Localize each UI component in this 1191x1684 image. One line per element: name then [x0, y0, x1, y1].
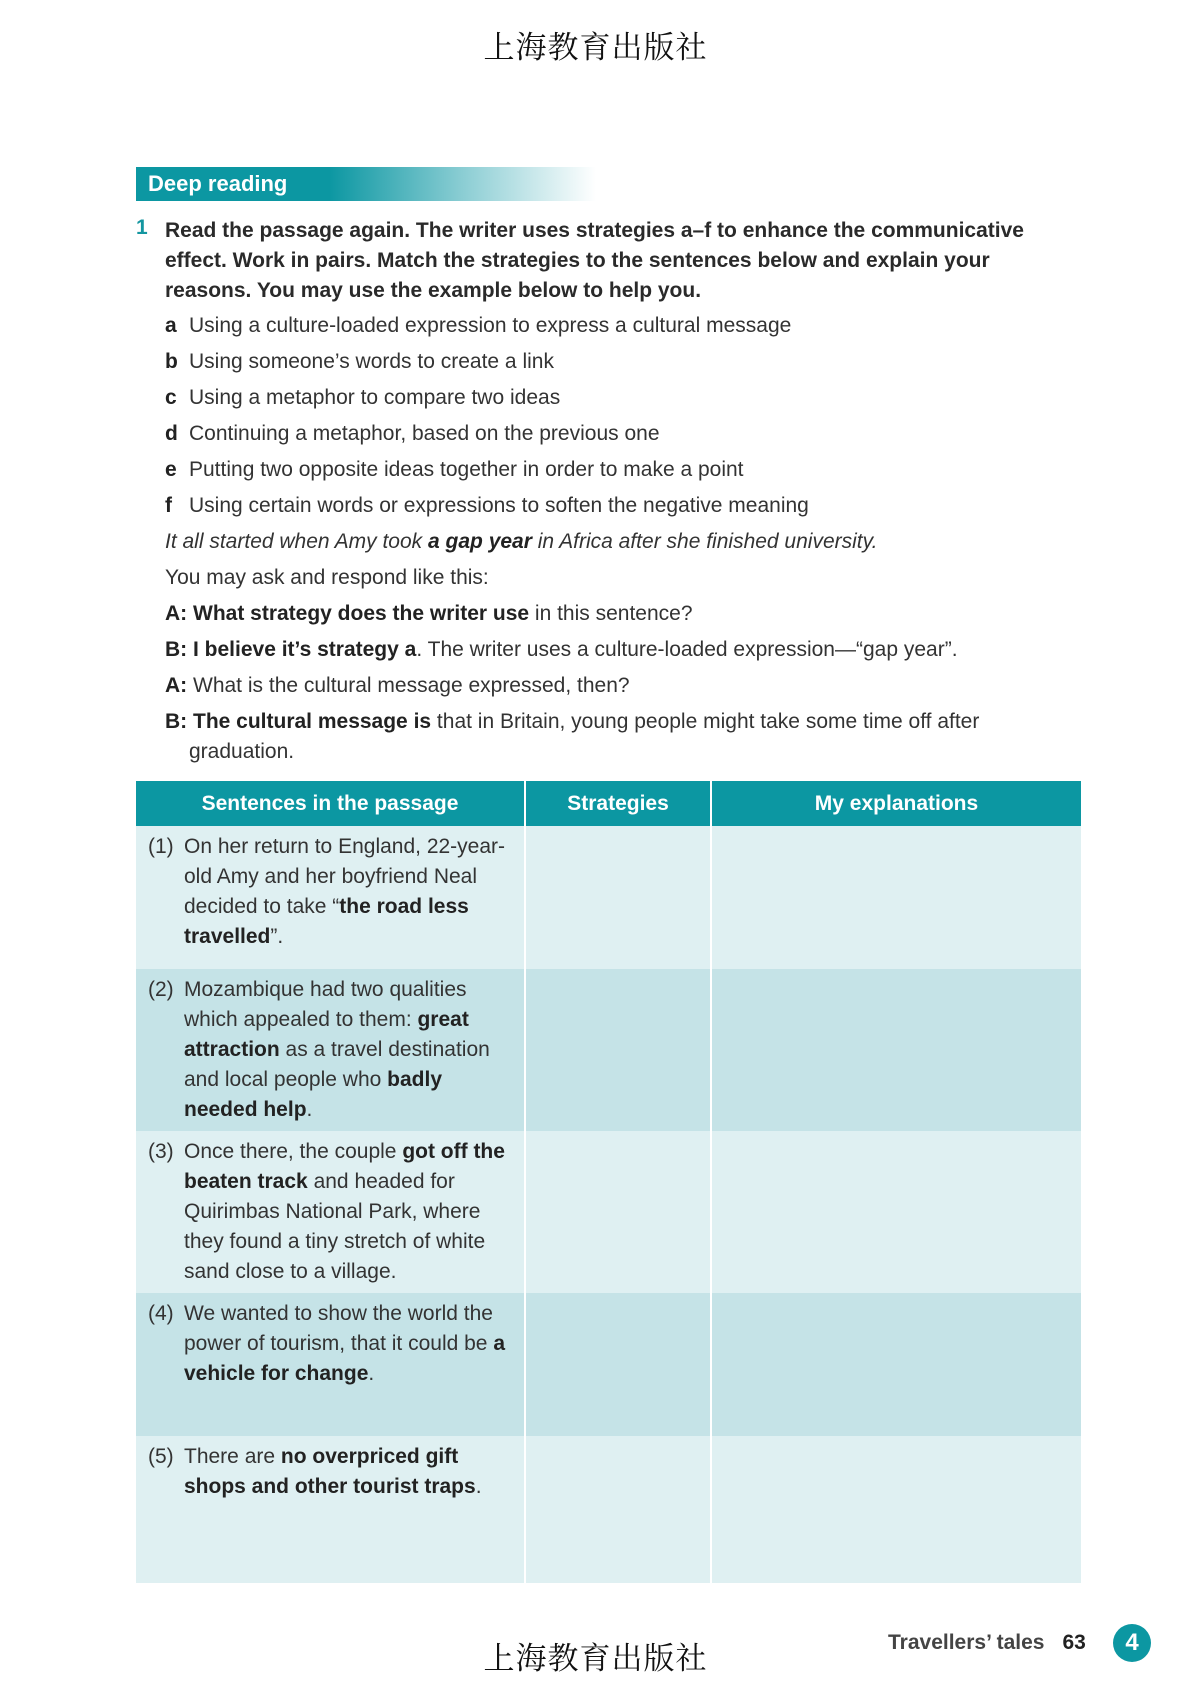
- sentence-highlight: the road less travelled: [184, 895, 469, 948]
- dialogue-text: in this sentence?: [529, 602, 693, 625]
- sentence-cell: [136, 1131, 525, 1293]
- strategy-item: [165, 455, 1085, 491]
- strategy-list: [165, 311, 1085, 527]
- example-sentence: [165, 527, 1065, 557]
- table-row: [136, 826, 1081, 969]
- unit-title: Travellers’ tales: [888, 1631, 1045, 1654]
- sentence-cell: [136, 1436, 525, 1583]
- explanation-answer-cell[interactable]: [711, 826, 1081, 969]
- strategy-letter: e: [165, 458, 177, 481]
- table-row: [136, 1293, 1081, 1436]
- dialogue-bold: B: I believe it’s strategy a: [165, 638, 417, 661]
- strategy-letter: b: [165, 350, 178, 373]
- strategy-answer-cell[interactable]: [525, 1436, 711, 1583]
- strategy-item: [165, 419, 1085, 455]
- table-row: [136, 1436, 1081, 1583]
- strategy-letter: a: [165, 314, 177, 337]
- sentence-cell: [136, 969, 525, 1131]
- sentence-highlight: no overpriced gift shops and other tourist traps: [184, 1445, 476, 1498]
- strategy-answer-cell[interactable]: [525, 1131, 711, 1293]
- example-text: in Africa after she finished university.: [531, 530, 878, 553]
- strategy-letter: c: [165, 386, 177, 409]
- sentence-text: ”.: [270, 925, 284, 948]
- sentence-cell: [136, 826, 525, 969]
- sentence-highlight: great attraction: [184, 1008, 469, 1061]
- row-number: (3): [148, 1140, 174, 1163]
- sentence-text: On her return to England, 22-year-old Amy and her boyfriend Neal decided to take “: [184, 835, 506, 918]
- header-strategies: Strategies: [525, 781, 711, 826]
- explanation-answer-cell[interactable]: [711, 1436, 1081, 1583]
- strategy-letter: f: [165, 494, 172, 517]
- strategy-text: Using certain words or expressions to soften the negative meaning: [189, 494, 809, 517]
- header-sentences: Sentences in the passage: [136, 781, 525, 826]
- sentence-text: .: [306, 1098, 313, 1121]
- dialogue-bold: B: The cultural message is: [165, 710, 432, 733]
- strategy-item: [165, 311, 1085, 347]
- dialogue-line: [165, 671, 1065, 707]
- table-row: [136, 969, 1081, 1131]
- sentence-text: .: [475, 1475, 482, 1498]
- sentence-text: as a travel destination and local people who: [184, 1038, 490, 1091]
- strategy-text: Putting two opposite ideas together in order to make a point: [189, 458, 744, 481]
- dialogue-bold: A: What strategy does the writer use: [165, 602, 530, 625]
- strategy-answer-cell[interactable]: [525, 826, 711, 969]
- strategy-answer-cell[interactable]: [525, 969, 711, 1131]
- sentence-highlight: a vehicle for change: [184, 1332, 506, 1385]
- answer-table: [136, 781, 1081, 1583]
- dialogue-text: What is the cultural message expressed, then?: [187, 674, 630, 697]
- strategy-item: [165, 491, 1085, 527]
- strategy-text: Using a culture-loaded expression to express a cultural message: [189, 314, 792, 337]
- dialogue-bold: A:: [165, 674, 188, 697]
- row-number: (2): [148, 978, 174, 1001]
- sentence-text: Once there, the couple: [184, 1140, 403, 1163]
- strategy-letter: d: [165, 422, 178, 445]
- header-explanations: My explanations: [711, 781, 1081, 826]
- section-title: Deep reading: [148, 171, 288, 196]
- dialogue-continuation: graduation.: [189, 740, 295, 763]
- sentence-cell: [136, 1293, 525, 1436]
- dialogue-line: [165, 599, 1065, 635]
- strategy-text: Continuing a metaphor, based on the previous one: [189, 422, 660, 445]
- section-header: [136, 167, 596, 201]
- strategy-text: Using a metaphor to compare two ideas: [189, 386, 561, 409]
- sentence-text: There are: [184, 1445, 281, 1468]
- dialogue-text: . The writer uses a culture-loaded expression—“gap year”.: [416, 638, 958, 661]
- publisher-header: 上海教育出版社: [483, 30, 708, 66]
- explanation-answer-cell[interactable]: [711, 969, 1081, 1131]
- row-number: (4): [148, 1302, 174, 1325]
- strategy-answer-cell[interactable]: [525, 1293, 711, 1436]
- sentence-highlight: badly needed help: [184, 1068, 443, 1121]
- exercise-number: 1: [136, 216, 148, 239]
- sentence-highlight: got off the beaten track: [184, 1140, 505, 1193]
- dialogue-intro: You may ask and respond like this:: [165, 566, 489, 589]
- explanation-answer-cell[interactable]: [711, 1131, 1081, 1293]
- table-row: [136, 1131, 1081, 1293]
- exercise-instruction: Read the passage again. The writer uses strategies a–f to enhance the communicative effect. Work in pairs. Match the strategies to the sentences below and explain your reasons. You may use the example below to help you.: [165, 219, 1024, 302]
- row-number: (5): [148, 1445, 174, 1468]
- sample-dialogue: [165, 563, 1065, 773]
- sentence-text: We wanted to show the world the power of tourism, that it could be: [184, 1302, 494, 1355]
- dialogue-line: [165, 707, 1065, 737]
- sentence-text: and headed for Quirimbas National Park, where they found a tiny stretch of white sand close to a village.: [184, 1170, 486, 1283]
- strategy-item: [165, 383, 1085, 419]
- sentence-text: .: [368, 1362, 375, 1385]
- dialogue-text: that in Britain, young people might take some time off after: [431, 710, 980, 733]
- unit-badge: 4: [1113, 1624, 1151, 1662]
- example-text: It all started when Amy took: [165, 530, 429, 553]
- footer: [888, 1631, 1086, 1655]
- dialogue-line: [165, 635, 1065, 671]
- example-highlight: a gap year: [428, 530, 532, 553]
- strategy-text: Using someone’s words to create a link: [189, 350, 554, 373]
- page-number: 63: [1062, 1631, 1086, 1654]
- publisher-footer: 上海教育出版社: [483, 1641, 708, 1677]
- sentence-text: Mozambique had two qualities which appealed to them:: [184, 978, 467, 1031]
- row-number: (1): [148, 835, 174, 858]
- strategy-item: [165, 347, 1085, 383]
- explanation-answer-cell[interactable]: [711, 1293, 1081, 1436]
